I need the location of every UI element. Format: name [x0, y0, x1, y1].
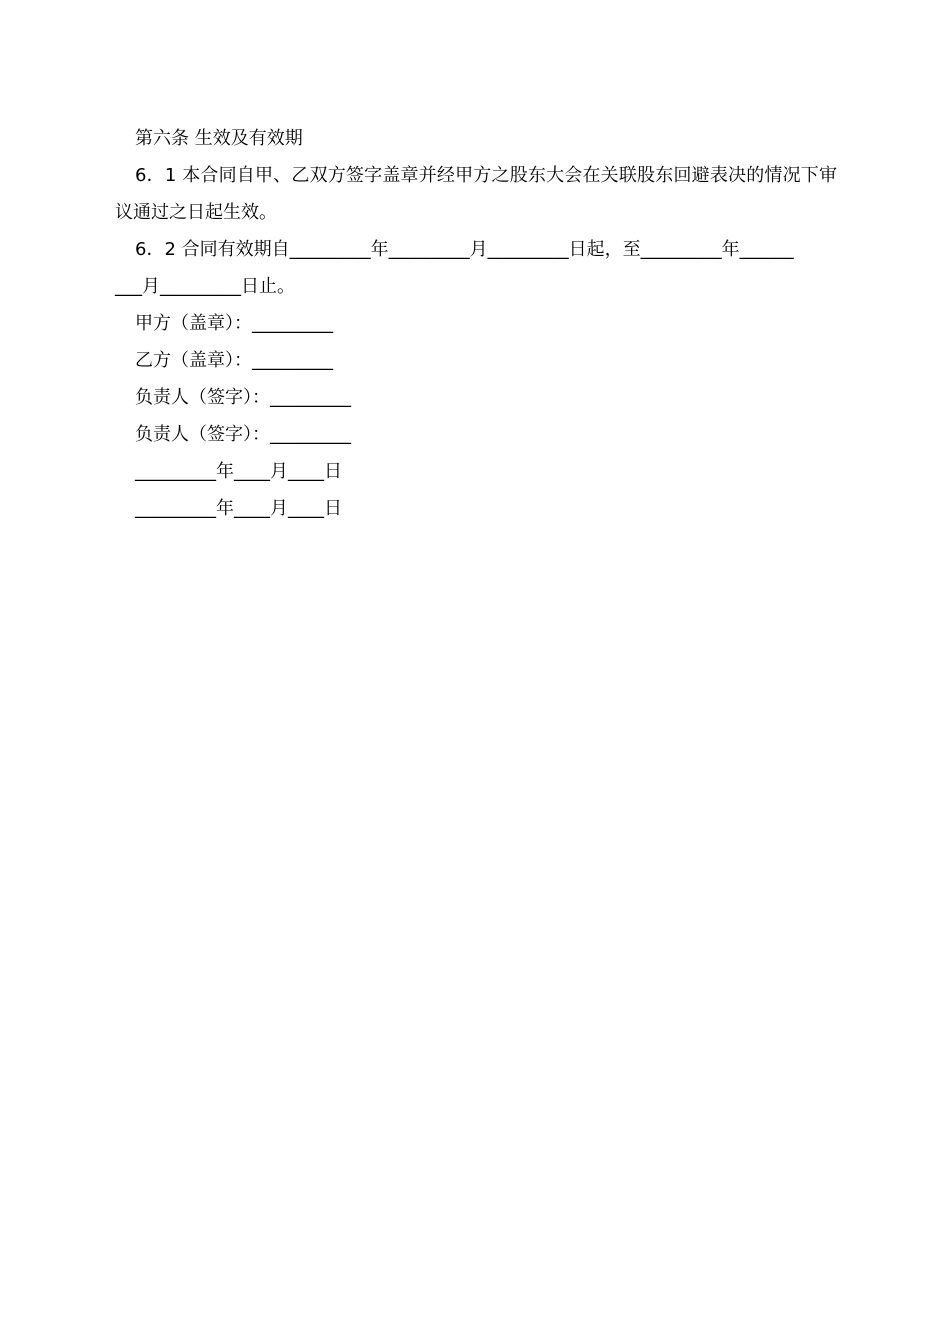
document-body — [115, 120, 837, 527]
responsible-signature-field-2: 负责人（签字）：_________ — [135, 424, 351, 445]
article-heading: 第六条 生效及有效期 — [135, 128, 303, 149]
party-a-seal-field: 甲方（盖章）：_________ — [135, 313, 333, 334]
party-b-seal-field: 乙方（盖章）：_________ — [135, 350, 333, 371]
clause-6-2-line-1: 6．2 合同有效期自_________年_________月_________日起，至_________年______ — [135, 239, 794, 260]
date-line-2: _________年____月____日 — [135, 498, 342, 519]
date-line-1: _________年____月____日 — [135, 461, 342, 482]
clause-6-2-line-2: ___月_________日止。 — [115, 276, 295, 297]
clause-6-1: 6．1 本合同自甲、乙双方签字盖章并经甲方之股东大会在关联股东回避表决的情况下审议通过之日起生效。 — [115, 165, 837, 223]
responsible-signature-field-1: 负责人（签字）：_________ — [135, 387, 351, 408]
